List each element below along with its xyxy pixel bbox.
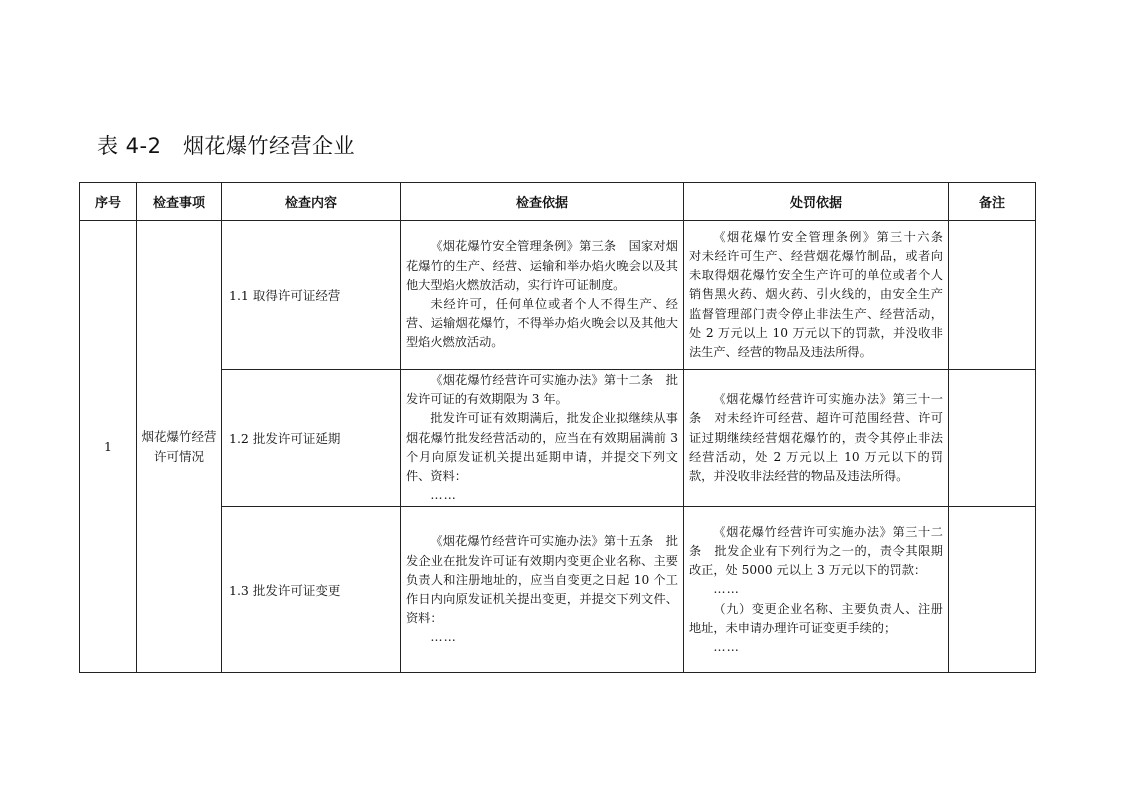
content-cell: 1.2 批发许可证延期 bbox=[222, 370, 401, 507]
penalty-paragraph: 《烟花爆竹经营许可实施办法》第三十一条 对未经许可经营、超许可范围经营、许可证过期继续经营烟花爆竹的，责令其停止非法经营活动，处 2 万元以上 10 万元以下的罚款，并没收非法经营的物品及违法所得。 bbox=[689, 392, 943, 484]
table-row bbox=[80, 221, 1036, 370]
basis-cell bbox=[401, 221, 684, 370]
remark-cell bbox=[949, 507, 1036, 673]
basis-paragraph: 《烟花爆竹安全管理条例》第三条 国家对烟花爆竹的生产、经营、运输和举办焰火晚会以及其他大型焰火燃放活动，实行许可证制度。 bbox=[406, 239, 678, 292]
table-row bbox=[80, 507, 1036, 673]
penalty-cell bbox=[684, 370, 949, 507]
seq-cell: 1 bbox=[80, 221, 137, 673]
penalty-ellipsis: …… bbox=[713, 639, 740, 654]
content-cell: 1.3 批发许可证变更 bbox=[222, 507, 401, 673]
basis-cell bbox=[401, 370, 684, 507]
header-remark: 备注 bbox=[949, 183, 1036, 221]
penalty-paragraph: （九）变更企业名称、主要负责人、注册地址，未申请办理许可证变更手续的； bbox=[689, 601, 943, 635]
item-cell: 烟花爆竹经营许可情况 bbox=[137, 221, 222, 673]
inspection-table bbox=[79, 182, 1036, 673]
basis-cell bbox=[401, 507, 684, 673]
header-content: 检查内容 bbox=[222, 183, 401, 221]
penalty-cell bbox=[684, 221, 956, 370]
penalty-cell bbox=[684, 507, 949, 673]
basis-ellipsis: …… bbox=[430, 630, 457, 645]
remark-cell bbox=[949, 370, 1036, 507]
basis-ellipsis: …… bbox=[430, 488, 457, 503]
table-row bbox=[80, 370, 1036, 507]
content-cell: 1.1 取得许可证经营 bbox=[222, 221, 401, 370]
basis-paragraph: 《烟花爆竹经营许可实施办法》第十五条 批发企业在批发许可证有效期内变更企业名称、主要负责人和注册地址的，应当自变更之日起 10 个工作日内向原发证机关提出变更，并提交下列文件、资料： bbox=[406, 534, 678, 626]
header-penalty: 处罚依据 bbox=[684, 183, 949, 221]
header-item: 检查事项 bbox=[137, 183, 222, 221]
penalty-paragraph: 《烟花爆竹安全管理条例》第三十六条 对未经许可生产、经营烟花爆竹制品，或者向未取得烟花爆竹安全生产许可的单位或者个人销售黑火药、烟火药、引火线的，由安全生产监督管理部门责令停止非法生产、经营活动，处 2 万元以上 10 万元以下的罚款，并没收非法生产、经营的物品及违法所得。 bbox=[689, 229, 956, 359]
table-header-row bbox=[80, 183, 1036, 221]
basis-paragraph: 未经许可，任何单位或者个人不得生产、经营、运输烟花爆竹，不得举办焰火晚会以及其他大型焰火燃放活动。 bbox=[406, 297, 678, 350]
basis-paragraph: 批发许可证有效期满后，批发企业拟继续从事烟花爆竹批发经营活动的，应当在有效期届满前 3 个月向原发证机关提出延期申请，并提交下列文件、资料： bbox=[406, 411, 678, 484]
remark-cell bbox=[949, 221, 1036, 370]
header-seq: 序号 bbox=[80, 183, 137, 221]
page-title: 表 4-2 烟花爆竹经营企业 bbox=[97, 134, 355, 158]
header-basis: 检查依据 bbox=[401, 183, 684, 221]
penalty-ellipsis: …… bbox=[713, 582, 740, 597]
penalty-paragraph: 《烟花爆竹经营许可实施办法》第三十二条 批发企业有下列行为之一的，责令其限期改正，处 5000 元以上 3 万元以下的罚款： bbox=[689, 524, 943, 578]
basis-paragraph: 《烟花爆竹经营许可实施办法》第十二条 批发许可证的有效期限为 3 年。 bbox=[406, 373, 678, 407]
